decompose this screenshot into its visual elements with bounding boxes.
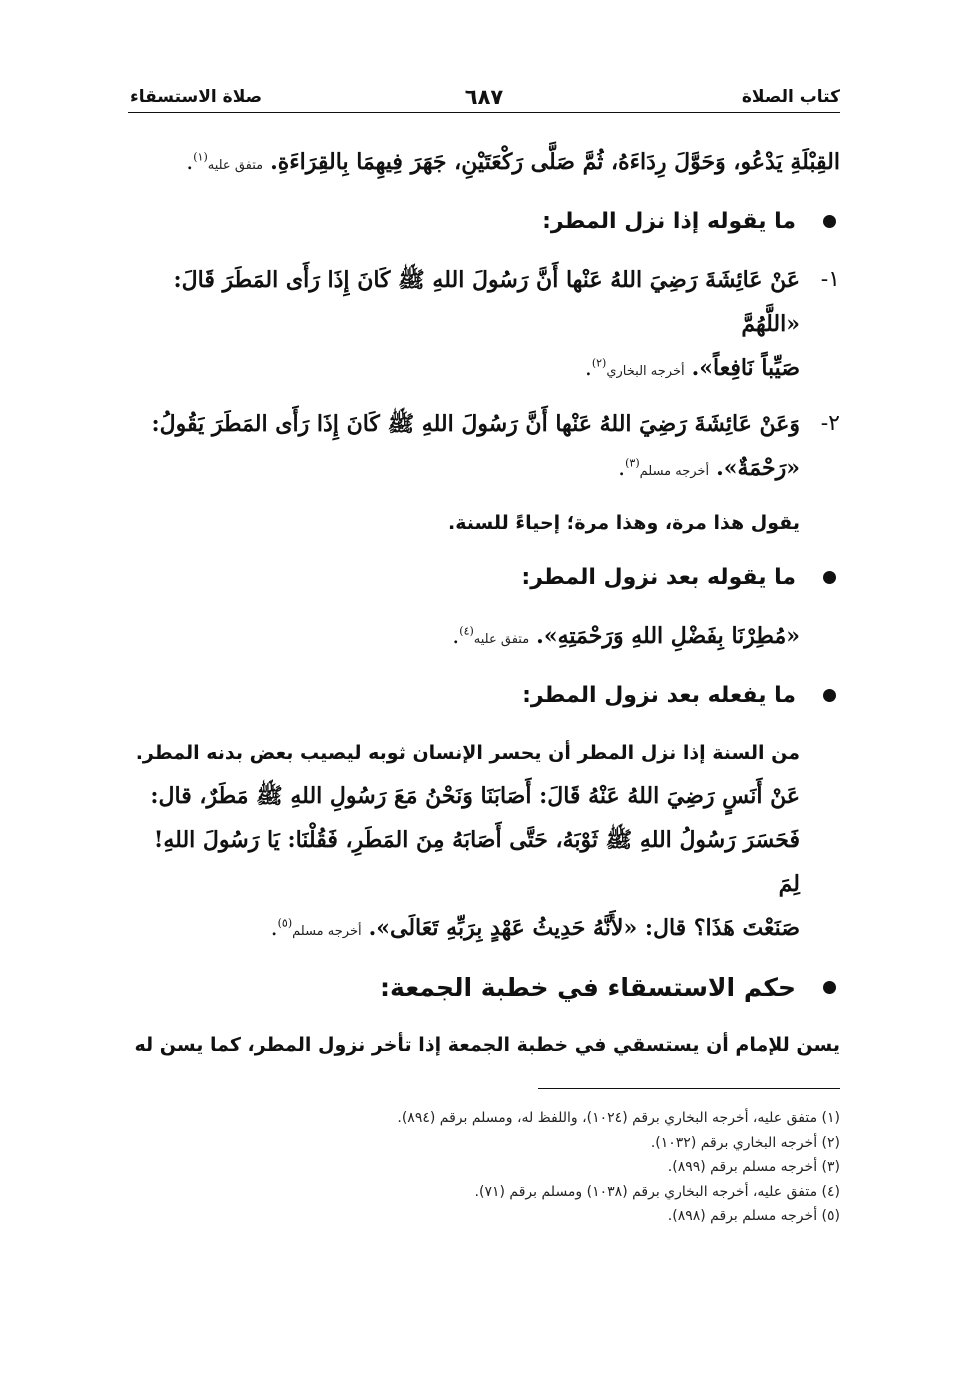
hadith-number: ٢- xyxy=(820,411,840,436)
heading-text: ما يفعله بعد نزول المطر: xyxy=(522,683,796,708)
intro-paragraph: القِبْلَةِ يَدْعُو، وَحَوَّلَ رِدَاءَهُ، ثُمَّ صَلَّى رَكْعَتَيْنِ، جَهَرَ فِيهِمَا بِالقِرَاءَةِ. متفق عليه$^{(١)}$. xyxy=(186,149,840,175)
footnote-5: (٥) أخرجه مسلم برقم (٨٩٨). xyxy=(667,1208,840,1224)
footnote-1: (١) متفق عليه، أخرجه البخاري برقم (١٠٢٤)، واللفظ له، ومسلم برقم (٨٩٤). xyxy=(397,1110,840,1126)
bullet-icon xyxy=(823,571,836,584)
hadith-2: ٢- وَعَنْ عَائِشَةَ رَضِيَ اللهُ عَنْها أَنَّ رَسُولَ اللهِ ﷺ كَانَ إِذَا رَأَى المَطَرَ يَقُولُ: «رَحْمَةٌ». أخرجه مسلم$^{(٣)}$. xyxy=(128,402,840,494)
page-number: ٦٨٧ xyxy=(464,85,504,109)
bullet-icon xyxy=(823,689,836,702)
dua-text: «مُطِرْنَا بِفَضْلِ اللهِ وَرَحْمَتِهِ». xyxy=(536,623,800,649)
heading-text: حكم الاستسقاء في خطبة الجمعة: xyxy=(380,973,796,1002)
dua-reference: متفق عليه xyxy=(473,632,530,647)
hadith-text-line: صَيِّباً نَافِعاً». xyxy=(691,355,800,381)
book-title: كتاب الصلاة xyxy=(741,87,840,107)
footnote-marker: (٢) xyxy=(591,356,607,370)
bullet-icon xyxy=(823,981,836,994)
hadith-text-line: «رَحْمَةٌ». xyxy=(716,455,800,481)
hadith-reference: أخرجه البخاري xyxy=(606,364,685,379)
footnotes xyxy=(128,1106,840,1229)
footnote-marker: (١) xyxy=(193,150,208,164)
intro-reference: متفق عليه xyxy=(207,158,264,173)
hadith-reference: أخرجه مسلم xyxy=(292,924,362,939)
bullet-icon xyxy=(823,215,836,228)
hadith-text-line: وَعَنْ عَائِشَةَ رَضِيَ اللهُ عَنْها أَنَّ رَسُولَ اللهِ ﷺ كَانَ إِذَا رَأَى المَطَرَ يَقُولُ: xyxy=(151,411,800,437)
note-paragraph: يقول هذا مرة، وهذا مرة؛ إحياءً للسنة. xyxy=(448,512,800,534)
section-heading-friday-khutbah xyxy=(128,966,840,1010)
page-body xyxy=(128,140,840,1066)
hadith-1: ١- عَنْ عَائِشَةَ رَضِيَ اللهُ عَنْها أَنَّ رَسُولَ اللهِ ﷺ كَانَ إِذَا رَأَى المَطَرَ قَالَ: «اللَّهُمَّ صَيِّباً نَافِعاً». أخرجه البخاري$^{(٢)}$. xyxy=(128,258,840,394)
footnote-2: (٢) أخرجه البخاري برقم (١٠٣٢). xyxy=(650,1134,840,1151)
footnote-divider xyxy=(538,1088,840,1089)
footnote-3: (٣) أخرجه مسلم برقم (٨٩٩). xyxy=(667,1159,840,1175)
hadith-reference: أخرجه مسلم xyxy=(639,464,710,479)
intro-text: القِبْلَةِ يَدْعُو، وَحَوَّلَ رِدَاءَهُ، ثُمَّ صَلَّى رَكْعَتَيْنِ، جَهَرَ فِيهِمَا بِالقِرَاءَةِ. xyxy=(270,149,840,175)
hadith-text-line: صَنَعْتَ هَذَا؟ قال: «لأَنَّهُ حَدِيثُ عَهْدٍ بِرَبِّهِ تَعَالَى». xyxy=(368,915,800,941)
footnote-marker: (٥) xyxy=(277,916,293,930)
footnote-marker: (٣) xyxy=(625,456,640,470)
heading-text: ما يقوله إذا نزل المطر: xyxy=(542,209,796,234)
chapter-title: صلاة الاستسقاء xyxy=(130,87,263,107)
section-heading-after-rain-say xyxy=(128,556,840,600)
section-heading-after-rain-do xyxy=(128,674,840,718)
section-heading-rain-falls xyxy=(128,200,840,244)
page-header xyxy=(128,84,840,113)
heading-text: ما يقوله بعد نزول المطر: xyxy=(521,565,796,590)
hadith-text-line: عَنْ عَائِشَةَ رَضِيَ اللهُ عَنْها أَنَّ رَسُولَ اللهِ ﷺ كَانَ إِذَا رَأَى المَطَرَ قَالَ: «اللَّهُمَّ xyxy=(173,267,800,337)
khutbah-paragraph: يسن للإمام أن يستسقي في خطبة الجمعة إذا تأخر نزول المطر، كما يسن له xyxy=(134,1034,840,1056)
footnote-4: (٤) متفق عليه، أخرجه البخاري برقم (١٠٣٨) ومسلم برقم (٧١). xyxy=(474,1183,840,1200)
hadith-number: ١- xyxy=(820,267,840,292)
footnote-marker: (٤) xyxy=(459,624,474,638)
dua-paragraph: «مُطِرْنَا بِفَضْلِ اللهِ وَرَحْمَتِهِ». متفق عليه$^{(٤)}$. xyxy=(452,623,800,649)
hadith-text-line: عَنْ أَنَسٍ رَضِيَ اللهُ عَنْهُ قَالَ: أَصَابَنَا وَنَحْنُ مَعَ رَسُولِ اللهِ ﷺ مَطَرٌ، قال: xyxy=(150,783,800,809)
hadith-text-line: فَحَسَرَ رَسُولُ اللهِ ﷺ ثَوْبَهُ، حَتَّى أَصَابَهُ مِنَ المَطَرِ، فَقُلْنَا: يَا رَسُولَ اللهِ! لِمَ xyxy=(153,827,800,897)
anas-hadith: عَنْ أَنَسٍ رَضِيَ اللهُ عَنْهُ قَالَ: أَصَابَنَا وَنَحْنُ مَعَ رَسُولِ اللهِ ﷺ مَطَرٌ، قال: فَحَسَرَ رَسُولُ اللهِ ﷺ ثَوْبَهُ، حَتَّى أَصَابَهُ مِنَ المَطَرِ، فَقُلْنَا: يَا رَسُولَ اللهِ! لِمَ صَنَعْتَ هَذَا؟ قال: «لأَنَّهُ حَدِيثُ عَهْدٍ بِرَبِّهِ تَعَالَى». أخرجه مسلم$^{(٥)}$. xyxy=(128,774,840,954)
sunnah-paragraph: من السنة إذا نزل المطر أن يحسر الإنسان ثوبه ليصيب بعض بدنه المطر. xyxy=(135,742,800,764)
